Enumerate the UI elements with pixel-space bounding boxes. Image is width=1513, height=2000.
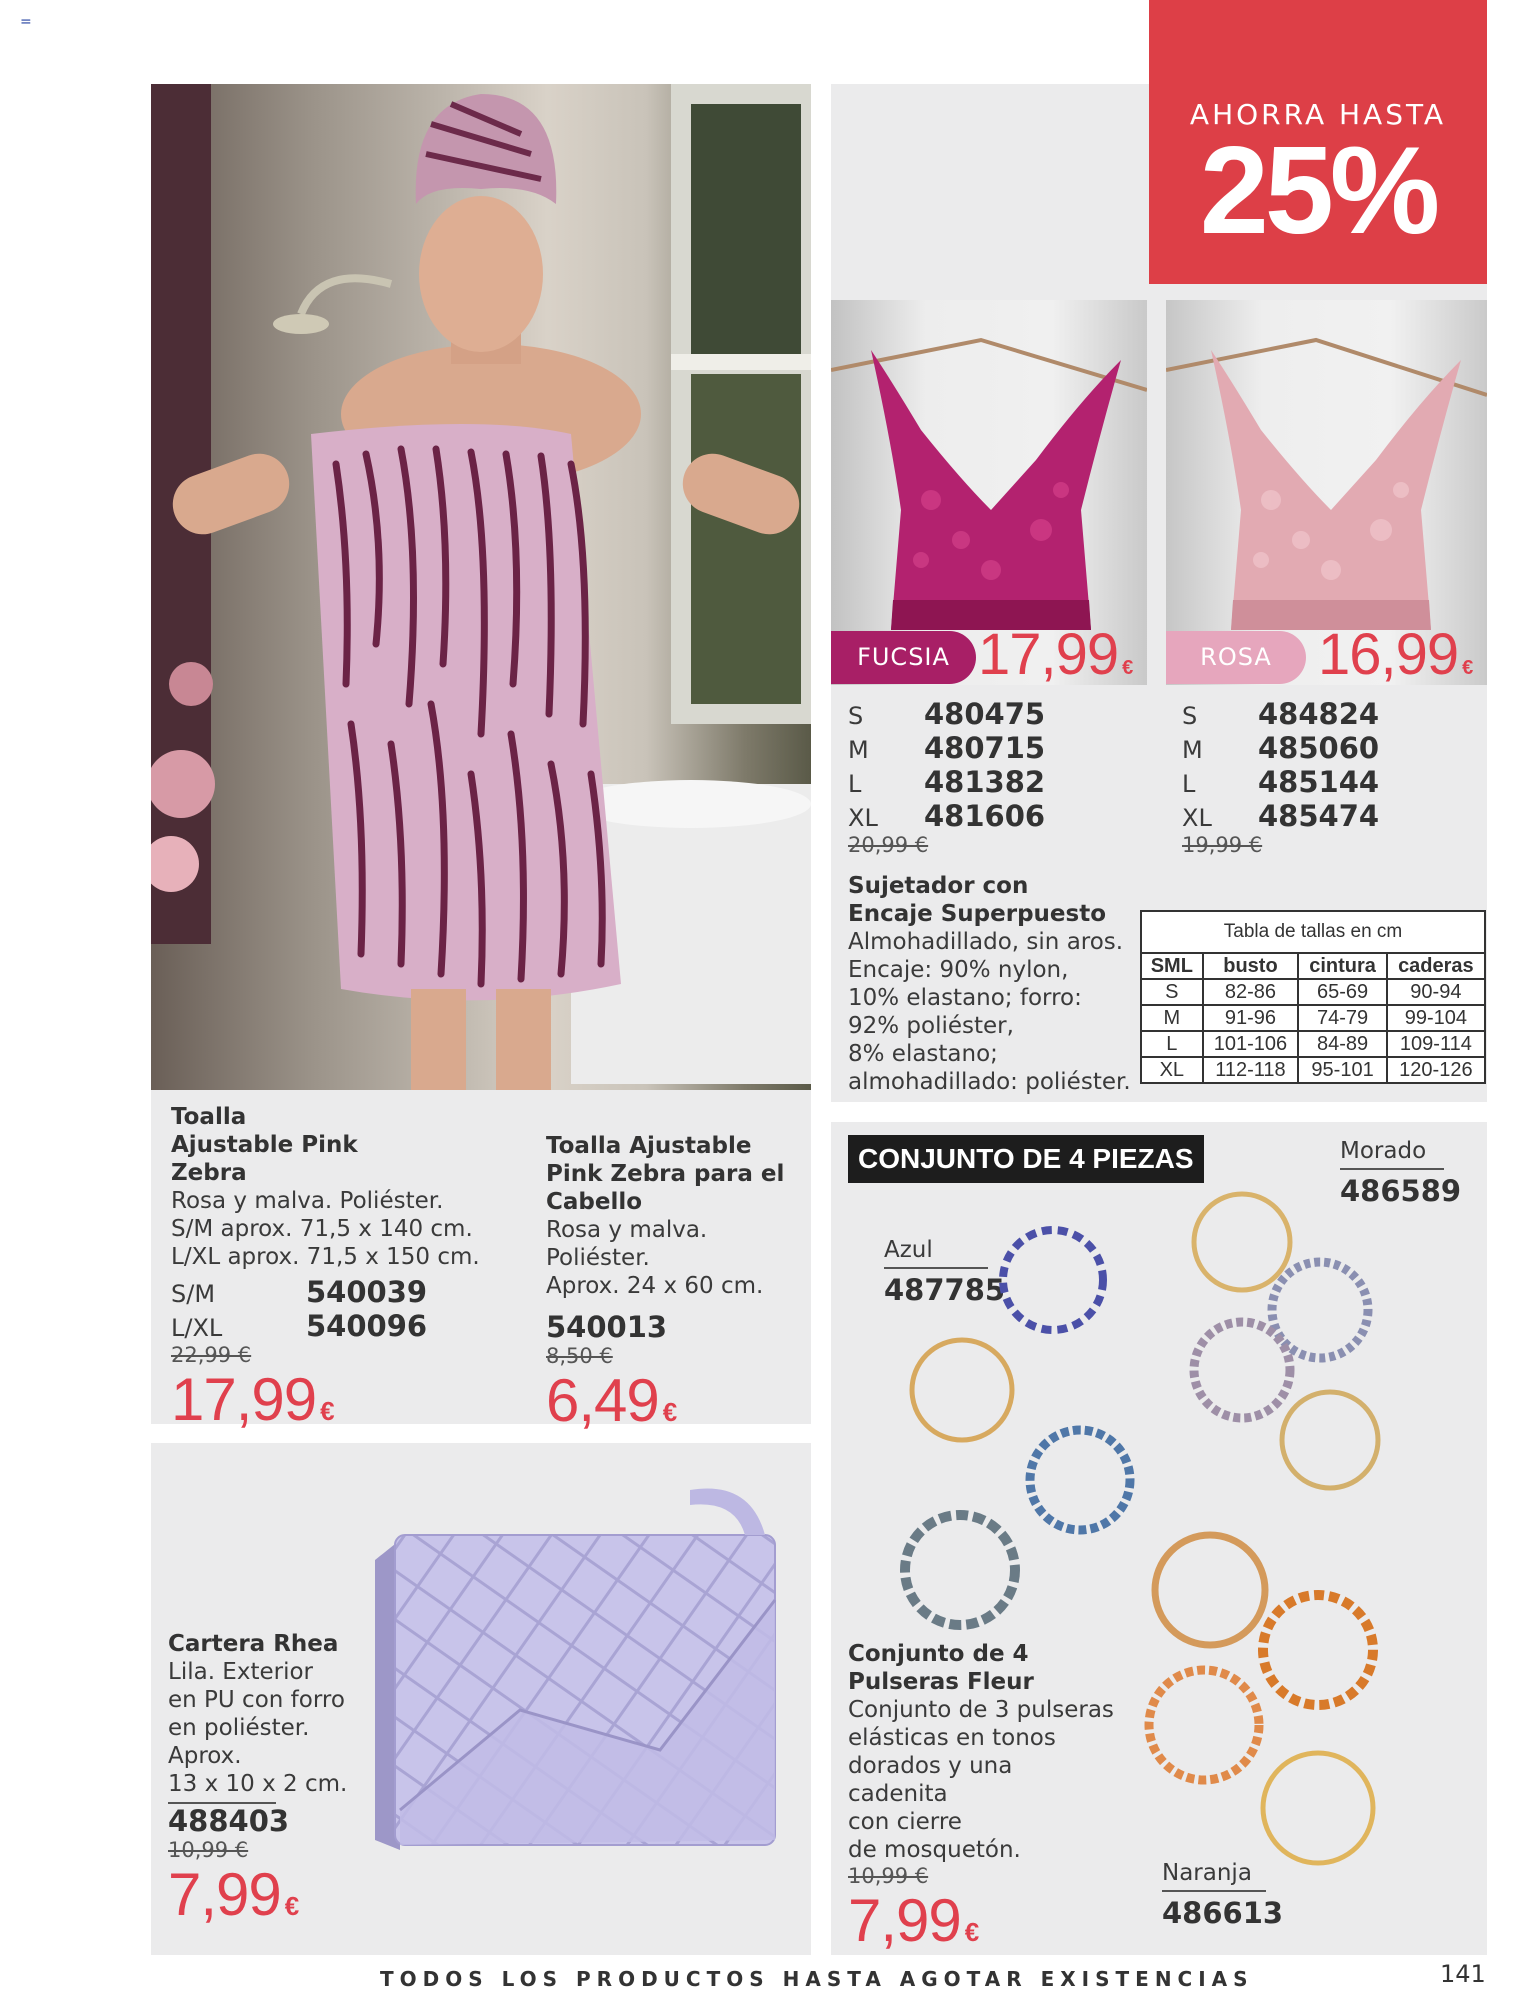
footer-text: TODOS LOS PRODUCTOS HASTA AGOTAR EXISTENCIAS bbox=[380, 1967, 1254, 1991]
table-cell: XL bbox=[1141, 1057, 1203, 1083]
fucsia-codes bbox=[848, 697, 1098, 857]
towel-illustration bbox=[151, 84, 811, 1090]
currency: € bbox=[964, 1917, 979, 1947]
wallet-old-price: 10,99 € bbox=[168, 1838, 249, 1862]
bracelets-heading: CONJUNTO DE 4 PIEZAS bbox=[848, 1135, 1204, 1183]
table-cell: 82-86 bbox=[1203, 979, 1299, 1005]
rosa-tag: ROSA bbox=[1166, 631, 1306, 684]
bracelets-desc-4: con cierre bbox=[848, 1809, 962, 1835]
size-row bbox=[1182, 799, 1432, 833]
size-row bbox=[1182, 765, 1432, 799]
currency: € bbox=[1462, 657, 1473, 679]
price-value: 7,99 bbox=[168, 1861, 281, 1928]
wallet-title: Cartera Rhea bbox=[168, 1631, 339, 1657]
variant-color: Naranja bbox=[1162, 1860, 1252, 1886]
product-code: 485144 bbox=[1258, 765, 1380, 799]
currency: € bbox=[662, 1397, 677, 1427]
currency: € bbox=[320, 1396, 334, 1426]
column-header: SML bbox=[1141, 953, 1203, 979]
product-code: 481606 bbox=[924, 799, 1046, 833]
discount-line-1: AHORRA HASTA bbox=[1189, 98, 1447, 131]
bracelets-desc-5: de mosquetón. bbox=[848, 1837, 1021, 1863]
product-code: 485474 bbox=[1258, 799, 1380, 833]
size-label: L bbox=[848, 770, 862, 798]
product-code: 480715 bbox=[924, 731, 1046, 765]
size-row bbox=[848, 697, 1098, 731]
towel-info bbox=[171, 1103, 491, 1444]
size-row bbox=[1182, 697, 1432, 731]
table-cell: 99-104 bbox=[1387, 1005, 1485, 1031]
discount-line-2: 25% bbox=[1199, 122, 1437, 260]
table-cell: 95-101 bbox=[1298, 1057, 1386, 1083]
size-label: L bbox=[1182, 770, 1196, 798]
towel-size-row bbox=[171, 1275, 491, 1309]
rosa-price bbox=[1318, 622, 1472, 701]
fucsia-tag: FUCSIA bbox=[831, 631, 976, 684]
wallet-desc-4: Aprox. bbox=[168, 1743, 242, 1769]
fucsia-old-price: 20,99 € bbox=[848, 833, 929, 857]
variant-code: 487785 bbox=[884, 1273, 1006, 1307]
towel-desc-2: S/M aprox. 71,5 x 140 cm. bbox=[171, 1216, 473, 1242]
rosa-codes bbox=[1182, 697, 1432, 857]
hair-towel-code: 540013 bbox=[546, 1310, 668, 1344]
table-row bbox=[1141, 979, 1485, 1005]
table-cell: 65-69 bbox=[1298, 979, 1386, 1005]
rosa-old-price: 19,99 € bbox=[1182, 833, 1263, 857]
hair-towel-price bbox=[546, 1368, 806, 1445]
bra-desc-1: Almohadillado, sin aros. bbox=[848, 929, 1124, 955]
size-table bbox=[1140, 910, 1486, 1084]
bra-desc-4: 92% poliéster, bbox=[848, 1013, 1014, 1039]
hair-towel-title: Toalla Ajustable Pink Zebra para el Cabello bbox=[546, 1133, 785, 1215]
size-table-caption-row bbox=[1141, 911, 1485, 953]
table-cell: 109-114 bbox=[1387, 1031, 1485, 1057]
variant-code: 486589 bbox=[1340, 1174, 1462, 1208]
size-label: S/M bbox=[171, 1280, 216, 1308]
size-label: M bbox=[1182, 736, 1203, 764]
table-cell: M bbox=[1141, 1005, 1203, 1031]
hair-towel-desc-1: Rosa y malva. bbox=[546, 1217, 708, 1243]
table-cell: 120-126 bbox=[1387, 1057, 1485, 1083]
table-cell: 84-89 bbox=[1298, 1031, 1386, 1057]
wallet-info bbox=[168, 1630, 388, 1939]
product-code: 540039 bbox=[306, 1275, 428, 1309]
table-cell: 91-96 bbox=[1203, 1005, 1299, 1031]
size-label: L/XL bbox=[171, 1314, 223, 1342]
size-label: M bbox=[848, 736, 869, 764]
column-header: caderas bbox=[1387, 953, 1485, 979]
product-code: 481382 bbox=[924, 765, 1046, 799]
bra-desc-6: almohadillado: poliéster. bbox=[848, 1069, 1131, 1095]
fucsia-price bbox=[978, 622, 1132, 701]
wallet-desc-5: 13 x 10 x 2 cm. bbox=[168, 1771, 348, 1797]
table-row bbox=[1141, 1031, 1485, 1057]
bracelets-old-price: 10,99 € bbox=[848, 1864, 929, 1888]
towel-desc-1: Rosa y malva. Poliéster. bbox=[171, 1188, 444, 1214]
table-cell: 90-94 bbox=[1387, 979, 1485, 1005]
hair-towel-desc-2: Poliéster. bbox=[546, 1245, 650, 1271]
product-code: 484824 bbox=[1258, 697, 1380, 731]
size-row bbox=[848, 765, 1098, 799]
towel-size-row bbox=[171, 1309, 491, 1343]
product-code: 480475 bbox=[924, 697, 1046, 731]
bra-desc-3: 10% elastano; forro: bbox=[848, 985, 1082, 1011]
price-value: 17,99 bbox=[978, 622, 1119, 687]
hair-towel-info bbox=[546, 1132, 806, 1445]
wallet-code: 488403 bbox=[168, 1804, 290, 1838]
size-table-header bbox=[1141, 953, 1485, 979]
hair-towel-old-price: 8,50 € bbox=[546, 1344, 613, 1368]
price-value: 7,99 bbox=[848, 1887, 961, 1954]
bracelets-desc-2: elásticas en tonos bbox=[848, 1725, 1056, 1751]
size-label: XL bbox=[848, 804, 878, 832]
wallet-illustration bbox=[370, 1480, 780, 1860]
bracelets-title: Conjunto de 4 Pulseras Fleur bbox=[848, 1641, 1034, 1695]
product-code: 485060 bbox=[1258, 731, 1380, 765]
wallet-price bbox=[168, 1862, 388, 1939]
price-value: 6,49 bbox=[546, 1367, 659, 1434]
wallet-photo bbox=[370, 1480, 780, 1860]
size-row bbox=[848, 731, 1098, 765]
column-header: busto bbox=[1203, 953, 1299, 979]
bra-title: Sujetador con Encaje Superpuesto bbox=[848, 873, 1106, 927]
page-number: 141 bbox=[1440, 1960, 1486, 1988]
wallet-desc-1: Lila. Exterior bbox=[168, 1659, 313, 1685]
size-row bbox=[1182, 731, 1432, 765]
bracelets-info bbox=[848, 1640, 1118, 1965]
wallet-desc-3: en poliéster. bbox=[168, 1715, 310, 1741]
towel-price bbox=[171, 1367, 491, 1444]
towel-old-price: 22,99 € bbox=[171, 1343, 252, 1367]
wallet-desc-2: en PU con forro bbox=[168, 1687, 345, 1713]
towel-desc-3: L/XL aprox. 71,5 x 150 cm. bbox=[171, 1244, 480, 1270]
size-table-caption: Tabla de tallas en cm bbox=[1141, 911, 1485, 953]
table-row bbox=[1141, 1057, 1485, 1083]
size-label: XL bbox=[1182, 804, 1212, 832]
column-header: cintura bbox=[1298, 953, 1386, 979]
divider bbox=[1162, 1890, 1266, 1892]
variant-color: Morado bbox=[1340, 1138, 1427, 1164]
table-cell: L bbox=[1141, 1031, 1203, 1057]
bracelets-desc-3: dorados y una cadenita bbox=[848, 1753, 1013, 1807]
table-cell: S bbox=[1141, 979, 1203, 1005]
size-row bbox=[848, 799, 1098, 833]
table-cell: 112-118 bbox=[1203, 1057, 1299, 1083]
price-value: 16,99 bbox=[1318, 622, 1459, 687]
corner-mark: = bbox=[20, 14, 32, 30]
divider bbox=[1340, 1168, 1444, 1170]
discount-banner bbox=[1149, 0, 1487, 284]
table-row bbox=[1141, 1005, 1485, 1031]
variant-code: 486613 bbox=[1162, 1896, 1284, 1930]
price-value: 17,99 bbox=[171, 1366, 317, 1433]
currency: € bbox=[1122, 657, 1133, 679]
hair-towel-desc-3: Aprox. 24 x 60 cm. bbox=[546, 1273, 764, 1299]
bracelets-price bbox=[848, 1888, 1118, 1965]
product-code: 540096 bbox=[306, 1309, 428, 1343]
bracelets-desc-1: Conjunto de 3 pulseras bbox=[848, 1697, 1114, 1723]
towel-title: Toalla Ajustable Pink Zebra bbox=[171, 1104, 358, 1186]
towel-photo bbox=[151, 84, 811, 1090]
table-cell: 74-79 bbox=[1298, 1005, 1386, 1031]
bra-info bbox=[848, 872, 1138, 1096]
bra-desc-5: 8% elastano; bbox=[848, 1041, 998, 1067]
table-cell: 101-106 bbox=[1203, 1031, 1299, 1057]
currency: € bbox=[284, 1891, 299, 1921]
size-label: S bbox=[848, 702, 864, 730]
size-label: S bbox=[1182, 702, 1198, 730]
variant-color: Azul bbox=[884, 1237, 933, 1263]
bra-desc-2: Encaje: 90% nylon, bbox=[848, 957, 1069, 983]
